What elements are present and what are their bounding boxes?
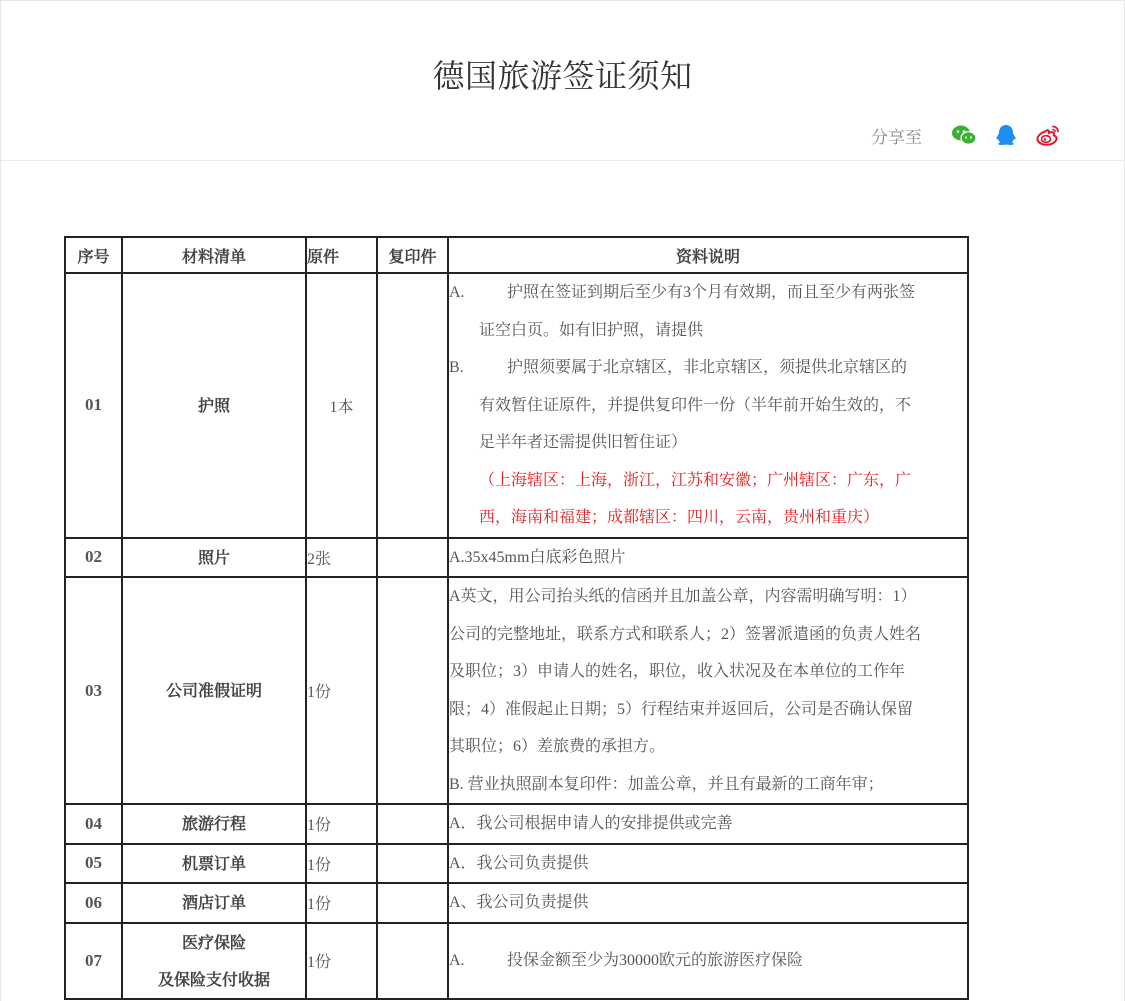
table-row (65, 538, 968, 578)
description-cell (448, 538, 968, 578)
copy-count (377, 883, 448, 923)
original-count: 2张 (306, 538, 377, 578)
material-name: 护照 (197, 395, 230, 415)
table-row (65, 844, 968, 884)
description-text: A、我公司负责提供 (449, 894, 589, 911)
description-line (449, 653, 967, 691)
original-count: 1份 (306, 923, 377, 999)
row-number: 01 (65, 273, 122, 538)
material-name-cell (122, 577, 306, 804)
description-text: 证空白页。如有旧护照，请提供 (479, 321, 704, 339)
table-row (65, 273, 968, 538)
copy-count (377, 923, 448, 999)
description-cell (448, 577, 968, 804)
table-row (65, 577, 968, 804)
description-line (449, 728, 967, 766)
description-text: 及职位；3）申请人的姓名，职位，收入状况及在本单位的工作年 (449, 663, 906, 680)
material-name-cell (122, 538, 306, 578)
original-count: 1本 (306, 273, 377, 538)
header-description: 资料说明 (448, 237, 968, 273)
material-name-cell (122, 273, 306, 538)
share-label: 分享至 (871, 127, 922, 148)
material-name-cell (122, 923, 306, 999)
description-marker: A. (449, 284, 465, 301)
row-number: 06 (65, 883, 122, 923)
description-text: 西，海南和福建；成都辖区：四川，云南，贵州和重庆） (479, 509, 880, 526)
material-name: 公司准假证明 (165, 681, 262, 700)
original-count: 1份 (306, 844, 377, 884)
description-line (449, 805, 967, 843)
materials-table (64, 236, 969, 1000)
description-text: A．我公司根据申请人的安排提供或完善 (449, 815, 733, 832)
row-number: 07 (65, 923, 122, 999)
copy-count (377, 577, 448, 804)
copy-count (377, 538, 448, 578)
description-text: A．我公司负责提供 (449, 854, 589, 872)
description-text: 护照须要属于北京辖区，非北京辖区，须提供北京辖区的 (507, 359, 908, 376)
header-no: 序号 (65, 237, 122, 273)
qq-icon[interactable] (992, 121, 1020, 149)
description-line (449, 349, 967, 387)
share-bar (871, 121, 1062, 149)
description-text: （上海辖区：上海，浙江，江苏和安徽；广州辖区：广东，广 (479, 471, 912, 489)
description-line (449, 845, 967, 883)
weibo-icon[interactable] (1034, 121, 1062, 149)
description-text: 限；4）准假起止日期；5）行程结束并返回后，公司是否确认保留 (449, 700, 914, 718)
original-count: 1份 (306, 577, 377, 804)
row-number: 02 (65, 538, 122, 578)
description-text: 投保金额至少为30000欧元的旅游医疗保险 (507, 951, 804, 969)
table-header-row (65, 237, 968, 273)
description-marker: A. (449, 951, 465, 969)
description-cell (448, 804, 968, 844)
description-line (449, 691, 967, 729)
material-name: 照片 (197, 547, 230, 567)
description-line (449, 539, 967, 577)
original-count: 1份 (306, 883, 377, 923)
description-cell (448, 273, 968, 538)
description-cell (448, 923, 968, 999)
copy-count (377, 844, 448, 884)
material-name-cell (122, 844, 306, 884)
table-row (65, 883, 968, 923)
material-name-cell (122, 804, 306, 844)
description-cell (448, 883, 968, 923)
material-name-line2: 及保险支付收据 (157, 969, 270, 989)
description-line (449, 616, 967, 654)
description-text: A.35x45mm白底彩色照片 (449, 548, 626, 566)
description-text: B. 营业执照副本复印件：加盖公章，并且有最新的工商年审； (449, 775, 884, 793)
description-line (449, 942, 967, 980)
description-line (449, 274, 967, 312)
material-name: 酒店订单 (181, 893, 246, 913)
row-number: 04 (65, 804, 122, 844)
wechat-icon[interactable] (950, 121, 978, 149)
row-number: 05 (65, 844, 122, 884)
description-line (449, 766, 967, 804)
description-line (449, 462, 967, 500)
description-cell (448, 844, 968, 884)
description-line (449, 387, 967, 425)
header-copy: 复印件 (377, 237, 448, 273)
table-row (65, 923, 968, 999)
row-number: 03 (65, 577, 122, 804)
material-name-cell (122, 883, 306, 923)
description-line (449, 499, 967, 537)
material-name: 医疗保险 (181, 932, 246, 952)
description-text: 护照在签证到期后至少有3个月有效期，而且至少有两张签 (507, 284, 916, 301)
description-text: 足半年者还需提供旧暂住证） (479, 434, 688, 451)
material-name: 机票订单 (181, 853, 246, 873)
original-count: 1份 (306, 804, 377, 844)
description-marker: B. (449, 359, 464, 376)
description-line (449, 578, 967, 616)
description-line (449, 884, 967, 922)
material-name: 旅游行程 (181, 814, 246, 834)
page-title: 德国旅游签证须知 (432, 57, 693, 95)
table-body (65, 273, 968, 999)
article-header (1, 1, 1124, 161)
table-row (65, 804, 968, 844)
description-line (449, 312, 967, 350)
description-text: 有效暂住证原件，并提供复印件一份（半年前开始生效的，不 (479, 396, 912, 414)
header-original: 原件 (306, 237, 377, 273)
copy-count (377, 804, 448, 844)
copy-count (377, 273, 448, 538)
description-text: 其职位；6）差旅费的承担方。 (449, 738, 666, 755)
description-text: A英文，用公司抬头纸的信函并且加盖公章，内容需明确写明：1） (449, 588, 917, 605)
header-materials: 材料清单 (122, 237, 306, 273)
description-text: 公司的完整地址，联系方式和联系人；2）签署派遣函的负责人姓名 (449, 625, 922, 643)
description-line (449, 424, 967, 462)
